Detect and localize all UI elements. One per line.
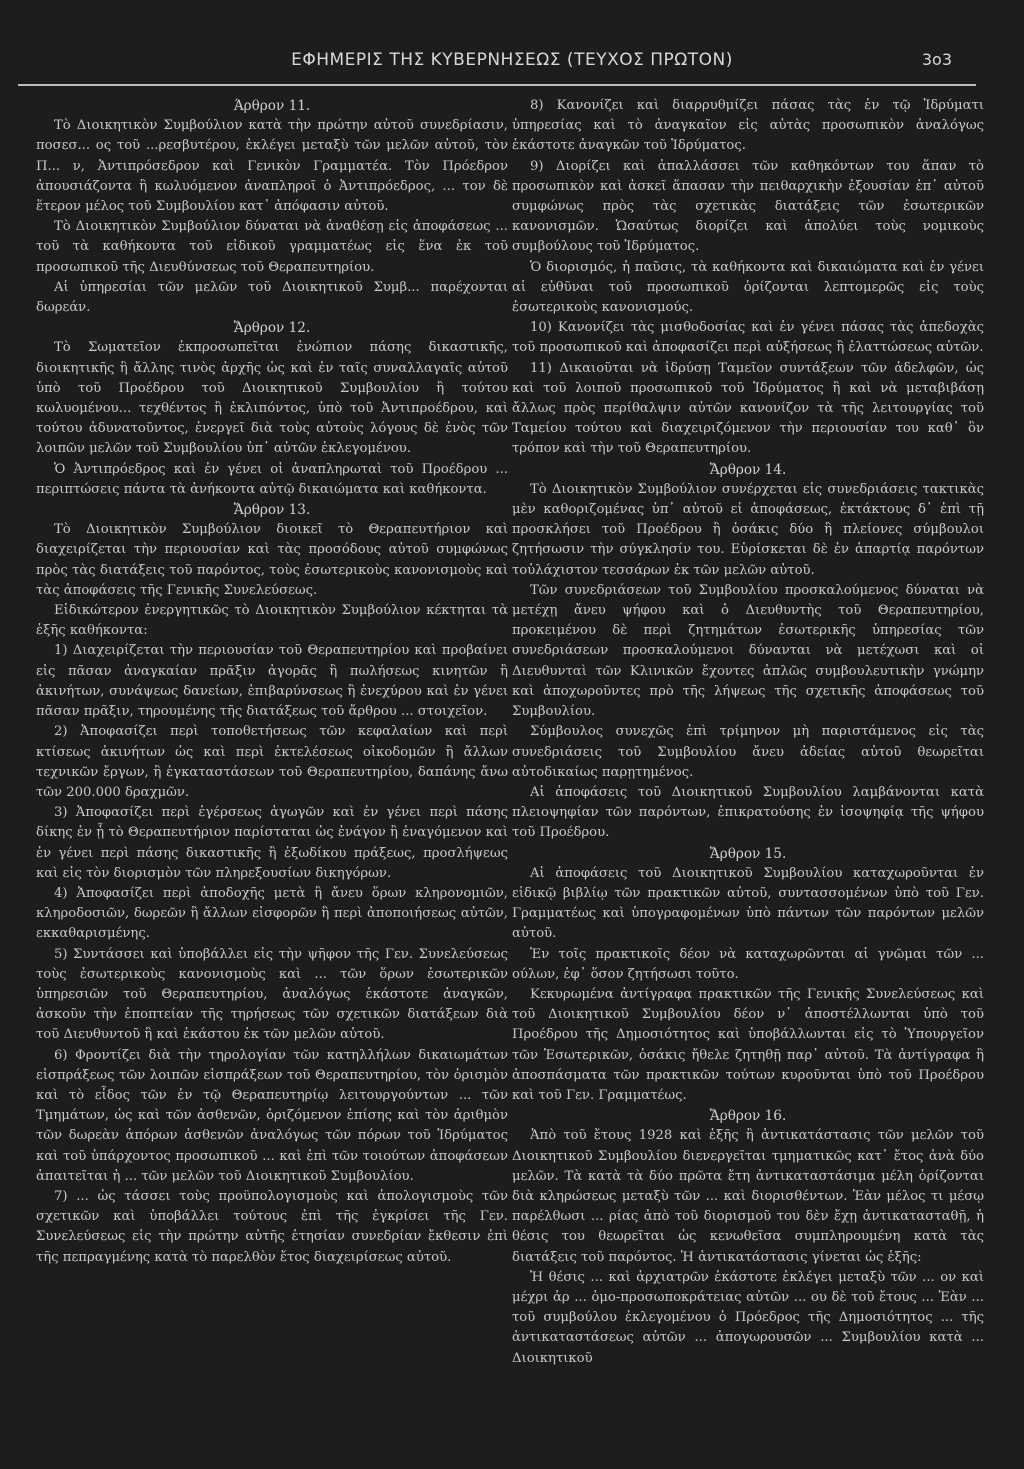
paragraph: Ὁ διορισμός, ἡ παῦσις, τὰ καθήκοντα καὶ δικαιώματα καὶ ἐν γένει αἱ εὐθῦναι τοῦ προσωπικοῦ ὁρίζονται λεπτομερῶς εἰς τοὺς ἐσωτερικοὺς κανονισμούς. bbox=[512, 259, 984, 316]
article-heading: Ἄρθρον 14. bbox=[709, 461, 787, 478]
article-heading: Ἄρθρον 13. bbox=[233, 502, 311, 519]
paragraph: 3) Ἀποφασίζει περὶ ἐγέρσεως ἀγωγῶν καὶ ἐν γένει περὶ πάσης δίκης ἐν ᾗ τὸ Θεραπευτήριον παρίσταται ὡς ἐνάγον ἢ ἐναγόμενον καὶ ἐν γένει περὶ πάσης δικαστικῆς ἢ ἐξωδίκου πράξεως, προσλήψεως καὶ εἰς τὸν διορισμὸν τῶν πληρεξουσίων δικηγόρων. bbox=[36, 805, 508, 881]
page-number: 3ο3 bbox=[921, 50, 952, 69]
paragraph: Ἐν τοῖς πρακτικοῖς δέον νὰ καταχωρῶνται αἱ γνῶμαι τῶν ... ούλων, ἐφ᾿ ὅσον ζητήσωσι τοῦτο. bbox=[512, 946, 984, 982]
article-heading: Ἄρθρον 15. bbox=[709, 845, 787, 862]
paragraph: 1) Διαχειρίζεται τὴν περιουσίαν τοῦ Θεραπευτηρίου καὶ προβαίνει εἰς πᾶσαν ἀναγκαίαν πρᾶξιν ἀγορᾶς ἢ πωλήσεως κινητῶν ἢ ἀκινήτων, συνάψεως δανείων, ἐπιβαρύνσεως ἢ ἐνεχύρου καὶ ἐν γένει πᾶσαν πρᾶξιν, τηρουμένης τῆς διατάξεως τοῦ ἄρθρου ... στοιχεῖον. bbox=[36, 643, 508, 720]
paragraph: Αἱ ὑπηρεσίαι τῶν μελῶν τοῦ Διοικητικοῦ Συμβ... παρέχονται δωρεάν. bbox=[36, 279, 508, 316]
paragraph: Ἀπὸ τοῦ ἔτους 1928 καὶ ἑξῆς ἢ ἀντικατάστασις τῶν μελῶν τοῦ Διοικητικοῦ Συμβουλίου διενεργεῖται τμηματικῶς κατ᾿ ἔτος ἀνὰ δύο μελῶν. Τὰ κατὰ τὰ δύο πρῶτα ἔτη ἀντικαταστάσιμα μέλη ὁρίζονται διὰ κληρώσεως μεταξὺ τῶν ... καὶ διορισθέντων. Ἐὰν μέλος τι μέσῳ παρέλθωσι ... ρίας ἀπὸ τοῦ διορισμοῦ του δὲν ἔχῃ ἀντικατασταθῇ, ἡ θέσις του θεωρεῖται ὡς κενωθεῖσα συμπληρουμένη κατὰ τὰς διατάξεις τοῦ παρόντος. Ἡ ἀντικατάστασις γίνεται ὡς ἑξῆς: bbox=[512, 1128, 984, 1265]
paragraph: Ὁ Ἀντιπρόεδρος καὶ ἐν γένει οἱ ἀναπληρωταὶ τοῦ Προέδρου ... περιπτώσεις πάντα τὰ ἀνήκοντα αὐτῷ δικαιώματα καὶ καθήκοντα. bbox=[36, 461, 508, 497]
paragraph: Τὸ Διοικητικὸν Συμβούλιον συνέρχεται εἰς συνεδριάσεις τακτικὰς μὲν καθοριζομένας ὑπ᾿ αὐτοῦ εἰ ἀποφάσεως, ἐκτάκτους δ᾿ ἐπὶ τῇ προσκλήσει τοῦ Προέδρου ἢ ὁσάκις δύο ἢ πλείονες σύμβουλοι ζητήσωσιν τὴν σύγκλησίν του. Εὑρίσκεται δὲ ἐν ἀπαρτίᾳ παρόντων τοὐλάχιστον τεσσάρων ἐκ τῶν μελῶν αὐτοῦ. bbox=[512, 481, 984, 578]
article-heading: Ἄρθρον 16. bbox=[709, 1108, 787, 1125]
right-column bbox=[512, 96, 984, 1369]
gazette-title: ΕΦΗΜΕΡΙΣ ΤΗΣ ΚΥΒΕΡΝΗΣΕΩΣ (ΤΕΥΧΟΣ ΠΡΩΤΟΝ) bbox=[291, 50, 733, 70]
header-rule bbox=[18, 84, 976, 86]
paragraph: Κεκυρωμένα ἀντίγραφα πρακτικῶν τῆς Γενικῆς Συνελεύσεως καὶ τοῦ Διοικητικοῦ Συμβουλίου δέον ν᾿ ἀποστέλλωνται ὑπὸ τοῦ Προέδρου τῆς Δημοσιότητος καὶ ὑποβάλλωνται εἰς τὸ Ὑπουργεῖον τῶν Ἐσωτερικῶν, ὁσάκις ἤθελε ζητηθῇ παρ᾿ αὐτοῦ. Τὰ ἀντίγραφα ἢ ἀποσπάσματα τῶν πρακτικῶν τούτων κυροῦνται ὑπὸ τοῦ Προέδρου καὶ τοῦ Γεν. Γραμματέως. bbox=[512, 986, 984, 1103]
paragraph: Εἰδικώτερον ἐνεργητικῶς τὸ Διοικητικὸν Συμβούλιον κέκτηται τὰ ἑξῆς καθήκοντα: bbox=[36, 603, 508, 639]
article-heading: Ἄρθρον 12. bbox=[233, 320, 311, 337]
page-header bbox=[0, 50, 1024, 76]
paragraph: 7) ... ὡς τάσσει τοὺς προϋπολογισμοὺς καὶ ἀπολογισμοὺς τῶν σχετικῶν καὶ ὑποβάλλει τούτους ἐπὶ τῆς ἐγκρίσει τῆς Γεν. Συνελεύσεως εἰς τὴν πρώτην αὐτῆς ἐτησίαν συνεδρίαν ἔκθεσιν ἐπὶ τῆς πεπραγμένης κατὰ τὸ παρελθὸν ἔτος διαχειρίσεως αὐτοῦ. bbox=[36, 1188, 508, 1265]
paragraph: Ἡ θέσις ... καὶ ἀρχιατρῶν ἐκάστοτε ἐκλέγει μεταξὺ τῶν ... ον καὶ μέχρι ἀρ ... ὁμο-προσωποκράτειας αὐτῶν ... ου δὲ τοῦ ἔτους ... Ἐὰν ... τοῦ συμβούλου ἐκλεγομένου ὁ Πρόεδρος τῆς Δημοσιότητος ... τῆς ἀντικαταστάσεως αὐτῶν ... ἀπογωρουσῶν ... Συμβουλίου κατὰ ... Διοικητικοῦ bbox=[512, 1269, 984, 1366]
paragraph: Αἱ ἀποφάσεις τοῦ Διοικητικοῦ Συμβουλίου λαμβάνονται κατὰ πλειοψηφίαν τῶν παρόντων, ἐπικρατούσης ἐν ἰσοψηφίᾳ τῆς ψήφου τοῦ Προέδρου. bbox=[512, 784, 984, 841]
paragraph: 4) Ἀποφασίζει περὶ ἀποδοχῆς μετὰ ἢ ἄνευ ὅρων κληρονομιῶν, κληροδοσιῶν, δωρεῶν ἢ ἄλλων εἰσφορῶν ἢ περὶ ἀποποιήσεως αὐτῶν, εκκαθαρισμένης. bbox=[36, 885, 508, 942]
paragraph: 9) Διορίζει καὶ ἀπαλλάσσει τῶν καθηκόντων του ἅπαν τὸ προσωπικὸν καὶ ἀσκεῖ ἅπασαν τὴν πειθαρχικὴν ἐξουσίαν ἐπ᾿ αὐτοῦ συμφώνως πρὸς τὰς σχετικὰς διατάξεις τῶν ἐσωτερικῶν κανονισμῶν. Ὡσαύτως διορίζει καὶ ἀπολύει τοὺς νομικοὺς συμβούλους τοῦ Ἱδρύματος. bbox=[512, 158, 984, 255]
paragraph: 5) Συντάσσει καὶ ὑποβάλλει εἰς τὴν ψῆφον τῆς Γεν. Συνελεύσεως τοὺς ἐσωτερικοὺς κανονισμοὺς καὶ ... τῶν ὅρων ἐσωτερικῶν ὑπηρεσιῶν τοῦ Θεραπευτηρίου, ἀναλόγως ἑκάστοτε ἀναγκῶν, ἀσκοῦν τὴν ἐποπτείαν τῆς τηρήσεως τῶν σχετικῶν διατάξεων διὰ τοῦ Διευθυντοῦ ἢ καὶ ἑκάστου ἐκ τῶν μελῶν αὐτοῦ. bbox=[36, 946, 508, 1043]
paragraph: Τὸ Διοικητικὸν Συμβούλιον κατὰ τὴν πρώτην αὐτοῦ συνεδρίασιν, ποσεσ... ος τοῦ ...ρεσβυτέρου, ἐκλέγει μεταξὺ τῶν μελῶν αὐτοῦ, τὸν Π... ν, Ἀντιπρόσεδρον καὶ Γενικὸν Γραμματέα. Τὸν Πρόεδρον ἀπουσιάζοντα ἢ κωλυόμενον ἀναπληροῖ ὁ Ἀντιπρόεδρος, ... τον δὲ ἕτερον μέλος τοῦ Συμβουλίου κατ᾿ ἀπόφασιν αὐτοῦ. bbox=[36, 118, 508, 215]
paragraph: Τὸ Σωματεῖον ἐκπροσωπεῖται ἐνώπιον πάσης δικαστικῆς, διοικητικῆς ἢ ἄλλης τινὸς ἀρχῆς ὡς καὶ ἐν ταῖς συναλλαγαῖς αὐτοῦ ὑπὸ τοῦ Προέδρου τοῦ Διοικητικοῦ Συμβουλίου ἢ τούτου κωλυομένου... τεχθέντος ἢ ἐκλιπόντος, ὑπὸ τοῦ Ἀντιπροέδρου, καὶ τούτου ἀδυνατοῦντος, ἐνεργεῖ διὰ τοὺς αὐτοὺς λόγους δὲ ἑνὸς τῶν λοιπῶν μελῶν τοῦ Συμβουλίου ὑπ᾿ αὐτῶν ἐκλεγομένου. bbox=[36, 340, 508, 457]
paragraph: Τὸ Διοικητικὸν Συμβούλιον δύναται νὰ ἀναθέσῃ εἰς ἀποφάσεως ... τοῦ τὰ καθήκοντα τοῦ εἰδικοῦ γραμματέως εἰς ἕνα ἐκ τοῦ προσωπικοῦ τῆς Διευθύνσεως τοῦ Θεραπευτηρίου. bbox=[36, 219, 508, 275]
paragraph: 2) Ἀποφασίζει περὶ τοποθετήσεως τῶν κεφαλαίων καὶ περὶ κτίσεως ἀκινήτων ὡς καὶ περὶ ἐκτελέσεως οἰκοδομῶν ἢ ἄλλων τεχνικῶν ἔργων, ἢ ἐγκαταστάσεων τοῦ Θεραπευτηρίου, δαπάνης ἄνω τῶν 200.000 δραχμῶν. bbox=[36, 724, 508, 800]
paragraph: Σύμβουλος συνεχῶς ἐπὶ τρίμηνον μὴ παριστάμενος εἰς τὰς συνεδριάσεις τοῦ Συμβουλίου ἄνευ ἀδείας αὐτοῦ θεωρεῖται αὐτοδικαίως παρῃτημένος. bbox=[512, 724, 984, 780]
article-heading: Άρθρον 11. bbox=[233, 98, 311, 114]
left-column bbox=[36, 96, 508, 1268]
paragraph: 6) Φροντίζει διὰ τὴν τηρολογίαν τῶν κατηλλήλων δικαιωμάτων εἰσπράξεως τῶν λοιπῶν εἰσπράξεων τοῦ Θεραπευτηρίου, τὸν ὁρισμὸν καὶ τὸ εἶδος τῶν ἐν τῷ Θεραπευτηρίῳ λειτουργούντων ... τῶν Τμημάτων, ὡς καὶ τῶν ἀσθενῶν, ὁριζόμενον ἐπίσης καὶ τὸν ἀριθμὸν τῶν δωρεὰν ἀπόρων ἀσθενῶν ἀναλόγως τῶν πόρων τοῦ Ἱδρύματος καὶ τοῦ ὑπάρχοντος προσωπικοῦ ... καὶ ἐπὶ τῶν τοιούτων ἀποφάσεων ἀπαιτεῖται ἡ ... τῶν μελῶν τοῦ Διοικητικοῦ Συμβουλίου. bbox=[36, 1047, 508, 1184]
paragraph: Αἱ ἀποφάσεις τοῦ Διοικητικοῦ Συμβουλίου καταχωροῦνται ἐν εἰδικῷ βιβλίῳ τῶν πρακτικῶν αὐτοῦ, συντασσομένων ὑπὸ τοῦ Γεν. Γραμματέως καὶ ὑπογραφομένων ὑπὸ πάντων τῶν παρόντων μελῶν αὐτοῦ. bbox=[512, 865, 984, 942]
paragraph: 8) Κανονίζει καὶ διαρρυθμίζει πάσας τὰς ἐν τῷ Ἱδρύματι ὑπηρεσίας καὶ τὸ ἀναγκαῖον εἰς αὐτὰς προσωπικὸν ἀναλόγως ἑκάστοτε ἀναγκῶν τοῦ Ἱδρύματος. bbox=[512, 98, 984, 154]
paragraph: 10) Κανονίζει τὰς μισθοδοσίας καὶ ἐν γένει πάσας τὰς ἀπεδοχὰς τοῦ προσωπικοῦ καὶ ἀποφασίζει περὶ αὐξήσεως ἢ ἐλαττώσεως αὐτῶν. bbox=[512, 320, 984, 356]
paragraph: Τῶν συνεδριάσεων τοῦ Συμβουλίου προσκαλούμενος δύναται νὰ μετέχῃ ἄνευ ψήφου καὶ ὁ Διευθυντὴς τοῦ Θεραπευτηρίου, προκειμένου δὲ περὶ ζητημάτων ἐσωτερικῆς ὑπηρεσίας τῶν συνεδριάσεων προσκαλούμενοι δύνανται νὰ μετέχωσι καὶ οἱ Διευθυνταὶ τῶν Κλινικῶν ἔχοντες ἁπλῶς συμβουλευτικὴν γνώμην καὶ ἀποχωροῦντες πρὸ τῆς λήψεως τῆς σχετικῆς ἀποφάσεως τοῦ Συμβουλίου. bbox=[512, 582, 984, 720]
paragraph: 11) Δικαιοῦται νὰ ἱδρύσῃ Ταμεῖον συντάξεων τῶν ἀδελφῶν, ὡς καὶ τοῦ λοιποῦ προσωπικοῦ τοῦ Ἱδρύματος ἢ καὶ νὰ μεταβιβάσῃ ἄλλως πρὸς περίθαλψιν αὐτῶν κανονίζον τὰ τῆς λειτουργίας τοῦ Ταμείου τούτου καὶ διαχειριζόμενον τὴν περιουσίαν του καθ᾿ ὃν τρόπον καὶ τὴν τοῦ Θεραπευτηρίου. bbox=[512, 360, 984, 457]
paragraph: Τὸ Διοικητικὸν Συμβούλιον διοικεῖ τὸ Θεραπευτήριον καὶ διαχειρίζεται τὴν περιουσίαν καὶ τὰς προσόδους αὐτοῦ συμφώνως πρὸς τὰς διατάξεις τοῦ παρόντος, τοὺς ἐσωτερικοὺς κανονισμοὺς καὶ τὰς ἀποφάσεις τῆς Γενικῆς Συνελεύσεως. bbox=[36, 522, 508, 598]
